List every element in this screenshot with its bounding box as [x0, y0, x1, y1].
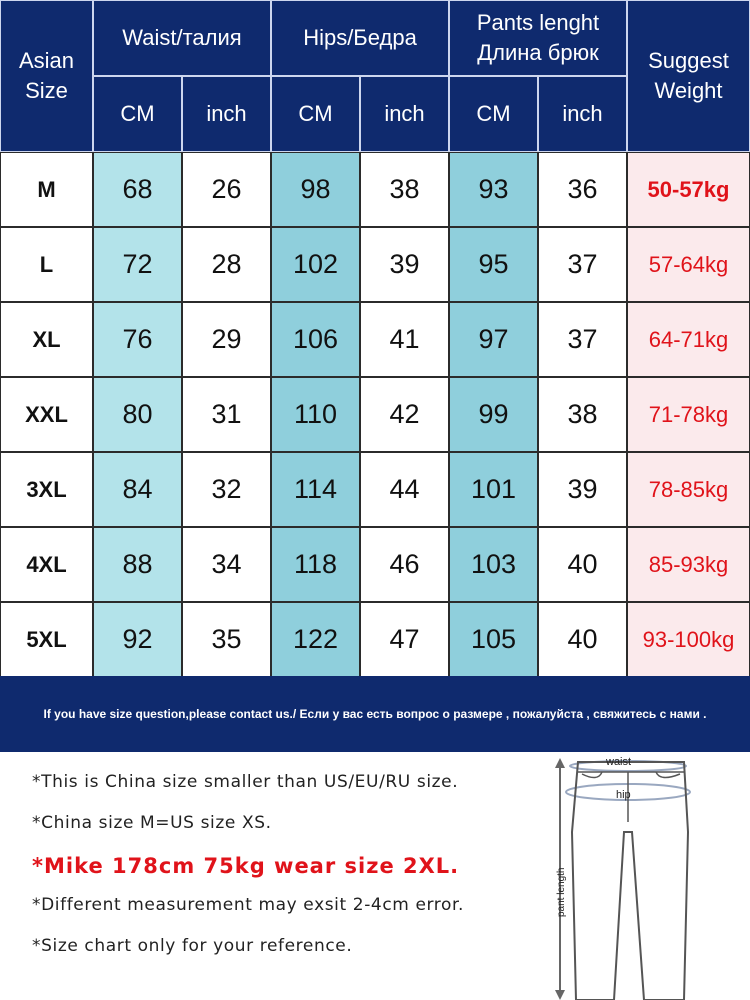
pants-inch-cell: 40: [538, 602, 627, 677]
header-waist: Waist/талия: [93, 0, 271, 76]
header-waist-inch: inch: [182, 76, 271, 152]
size-label: 4XL: [0, 527, 93, 602]
hips-inch-cell: 39: [360, 227, 449, 302]
hips-inch-cell: 42: [360, 377, 449, 452]
arrow-down-icon: [555, 990, 565, 1000]
size-label: 3XL: [0, 452, 93, 527]
waist-inch-cell: 32: [182, 452, 271, 527]
hips-cm-cell: 106: [271, 302, 360, 377]
pants-cm-cell: 95: [449, 227, 538, 302]
note-item-highlight: *Mike 178cm 75kg wear size 2XL.: [32, 854, 460, 878]
size-label: L: [0, 227, 93, 302]
note-item: *Size chart only for your reference.: [32, 936, 353, 956]
waist-cm-cell: 80: [93, 377, 182, 452]
pants-inch-cell: 37: [538, 227, 627, 302]
hips-cm-cell: 114: [271, 452, 360, 527]
hips-cm-cell: 102: [271, 227, 360, 302]
hips-cm-cell: 110: [271, 377, 360, 452]
diagram-waist-label: waist: [606, 756, 632, 768]
weight-cell: 78-85kg: [627, 452, 750, 527]
pants-cm-cell: 103: [449, 527, 538, 602]
weight-cell: 50-57kg: [627, 152, 750, 227]
weight-cell: 57-64kg: [627, 227, 750, 302]
hips-cm-cell: 98: [271, 152, 360, 227]
weight-cell: 93-100kg: [627, 602, 750, 677]
pants-measurement-diagram: [548, 752, 750, 1000]
header-asian-label: Asian Size: [18, 48, 75, 103]
header-pants-cm: CM: [449, 76, 538, 152]
pants-inch-cell: 36: [538, 152, 627, 227]
header-pants-inch: inch: [538, 76, 627, 152]
hips-inch-cell: 38: [360, 152, 449, 227]
header-hips: Hips/Бедра: [271, 0, 449, 76]
size-label: M: [0, 152, 93, 227]
header-pants-length: [449, 0, 627, 76]
hips-cm-cell: 118: [271, 527, 360, 602]
header-hips-inch: inch: [360, 76, 449, 152]
waist-inch-cell: 29: [182, 302, 271, 377]
pants-cm-cell: 99: [449, 377, 538, 452]
pants-cm-cell: 101: [449, 452, 538, 527]
notes-list: [32, 772, 532, 977]
waist-cm-cell: 88: [93, 527, 182, 602]
hips-cm-cell: 122: [271, 602, 360, 677]
pants-cm-cell: 97: [449, 302, 538, 377]
size-label: XXL: [0, 377, 93, 452]
waist-cm-cell: 92: [93, 602, 182, 677]
waist-inch-cell: 35: [182, 602, 271, 677]
header-suggest-line2: Weight: [654, 78, 723, 103]
pocket-left-icon: [582, 772, 602, 778]
size-label: XL: [0, 302, 93, 377]
note-item: *This is China size smaller than US/EU/RU size.: [32, 772, 459, 792]
waist-inch-cell: 31: [182, 377, 271, 452]
header-asian-size: [0, 0, 93, 152]
waist-cm-cell: 76: [93, 302, 182, 377]
header-waist-cm: CM: [93, 76, 182, 152]
diagram-pant-length-label: pant length: [556, 867, 567, 917]
header-suggest-line1: Suggest: [648, 48, 729, 73]
weight-cell: 85-93kg: [627, 527, 750, 602]
pants-inch-cell: 38: [538, 377, 627, 452]
header-pants-line1: Pants lenght: [476, 10, 600, 35]
waist-inch-cell: 26: [182, 152, 271, 227]
hips-inch-cell: 44: [360, 452, 449, 527]
header-pants-line2: Длина брюк: [477, 40, 599, 65]
pocket-right-icon: [656, 772, 680, 778]
waist-inch-cell: 34: [182, 527, 271, 602]
pants-inch-cell: 40: [538, 527, 627, 602]
pants-cm-cell: 105: [449, 602, 538, 677]
header-hips-cm: CM: [271, 76, 360, 152]
size-label: 5XL: [0, 602, 93, 677]
pants-cm-cell: 93: [449, 152, 538, 227]
waist-cm-cell: 72: [93, 227, 182, 302]
header-suggest-weight: [627, 0, 750, 152]
note-item: *Different measurement may exsit 2-4cm error.: [32, 895, 465, 915]
diagram-hip-label: hip: [616, 789, 631, 801]
waist-inch-cell: 28: [182, 227, 271, 302]
hips-inch-cell: 46: [360, 527, 449, 602]
contact-notice: If you have size question,please contact us./ Если у вас есть вопрос о размере , пожалуйста , свяжитесь с нами .: [0, 676, 750, 752]
weight-cell: 71-78kg: [627, 377, 750, 452]
weight-cell: 64-71kg: [627, 302, 750, 377]
hips-inch-cell: 47: [360, 602, 449, 677]
waist-cm-cell: 84: [93, 452, 182, 527]
note-item: *China size M=US size XS.: [32, 813, 272, 833]
pants-inch-cell: 37: [538, 302, 627, 377]
pants-inch-cell: 39: [538, 452, 627, 527]
arrow-up-icon: [555, 758, 565, 768]
hips-inch-cell: 41: [360, 302, 449, 377]
waist-cm-cell: 68: [93, 152, 182, 227]
